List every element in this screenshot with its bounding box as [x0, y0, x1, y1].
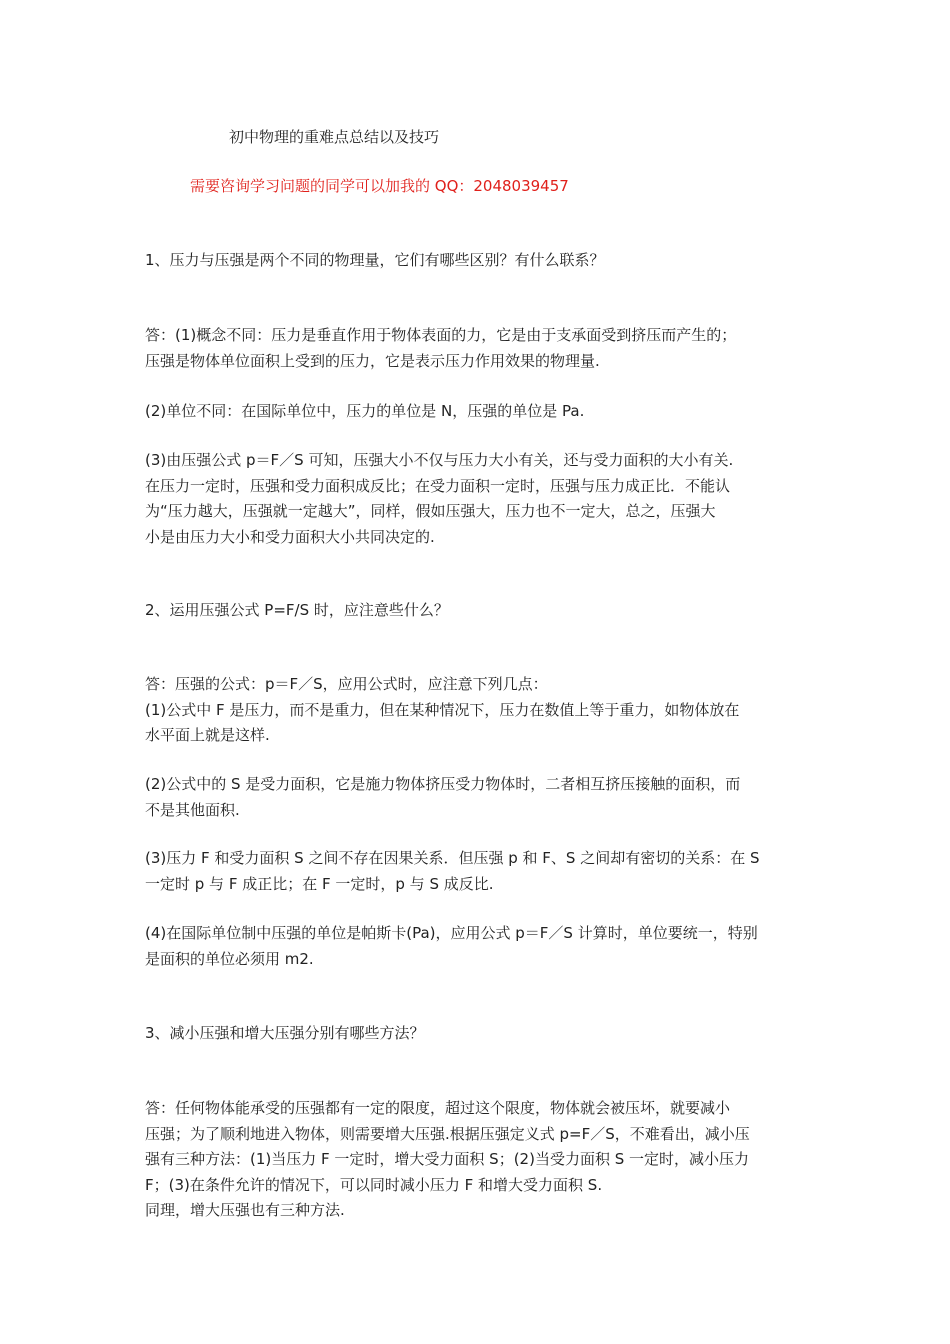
answer-2-part-4	[145, 921, 810, 972]
question-3	[145, 1021, 810, 1047]
question-3-text: 3、减小压强和增大压强分别有哪些方法？	[145, 1024, 425, 1042]
answer-line: 同理，增大压强也有三种方法.	[145, 1201, 345, 1219]
answer-line: (1)公式中 F 是压力，而不是重力，但在某种情况下，压力在数值上等于重力，如物体放在	[145, 700, 740, 719]
answer-2-part-1	[145, 672, 810, 749]
contact-note: 需要咨询学习问题的同学可以加我的 QQ：2048039457	[190, 177, 569, 195]
answer-line: 是面积的单位必须用 m2.	[145, 949, 314, 968]
answer-3	[145, 1096, 810, 1224]
answer-line: 压强是物体单位面积上受到的压力，它是表示压力作用效果的物理量.	[145, 351, 600, 370]
answer-line: 强有三种方法：(1)当压力 F 一定时，增大受力面积 S；(2)当受力面积 S 一定时，减小压力	[145, 1150, 750, 1168]
answer-line: 不是其他面积.	[145, 800, 240, 819]
answer-1-part-2	[145, 399, 810, 425]
question-2-text: 2、运用压强公式 P=F/S 时，应注意些什么？	[145, 601, 449, 619]
answer-line: 压强；为了顺利地进入物体，则需要增大压强.根据压强定义式 p=F／S，不难看出，减小压	[145, 1124, 750, 1143]
document-title: 初中物理的重难点总结以及技巧	[229, 128, 440, 146]
answer-line: 小是由压力大小和受力面积大小共同决定的.	[145, 527, 435, 546]
answer-line: 答：压强的公式：p＝F／S，应用公式时，应注意下列几点：	[145, 675, 548, 693]
answer-line: 为“压力越大，压强就一定越大”，同样，假如压强大，压力也不一定大，总之，压强大	[145, 502, 716, 520]
answer-2-part-3	[145, 846, 810, 897]
answer-line: (2)公式中的 S 是受力面积，它是施力物体挤压受力物体时，二者相互挤压接触的面积，而	[145, 775, 741, 793]
answer-2-part-2	[145, 772, 810, 823]
question-2	[145, 598, 810, 624]
answer-line: 在压力一定时，压强和受力面积成反比；在受力面积一定时，压强与压力成正比．不能认	[145, 476, 731, 495]
answer-line: F；(3)在条件允许的情况下，可以同时减小压力 F 和增大受力面积 S.	[145, 1175, 603, 1194]
answer-line: 水平面上就是这样.	[145, 726, 270, 744]
question-1-text: 1、压力与压强是两个不同的物理量，它们有哪些区别？有什么联系？	[145, 251, 605, 269]
answer-line: (3)由压强公式 p＝F／S 可知，压强大小不仅与压力大小有关，还与受力面积的大小有关.	[145, 451, 734, 469]
answer-1-part-1	[145, 323, 810, 374]
answer-1-part-3	[145, 448, 810, 550]
answer-line: 答：任何物体能承受的压强都有一定的限度，超过这个限度，物体就会被压坏，就要减小	[145, 1099, 731, 1117]
answer-line: (2)单位不同：在国际单位中，压力的单位是 N，压强的单位是 Pa.	[145, 402, 585, 420]
question-1	[145, 248, 810, 274]
answer-line: 一定时 p 与 F 成正比；在 F 一定时，p 与 S 成反比.	[145, 874, 494, 893]
answer-line: (3)压力 F 和受力面积 S 之间不存在因果关系．但压强 p 和 F、S 之间却有密切的关系：在 S	[145, 849, 760, 867]
answer-line: (4)在国际单位制中压强的单位是帕斯卡(Pa)，应用公式 p＝F／S 计算时，单位要统一，特别	[145, 924, 758, 942]
answer-line: 答：(1)概念不同：压力是垂直作用于物体表面的力，它是由于支承面受到挤压而产生的；	[145, 326, 737, 344]
